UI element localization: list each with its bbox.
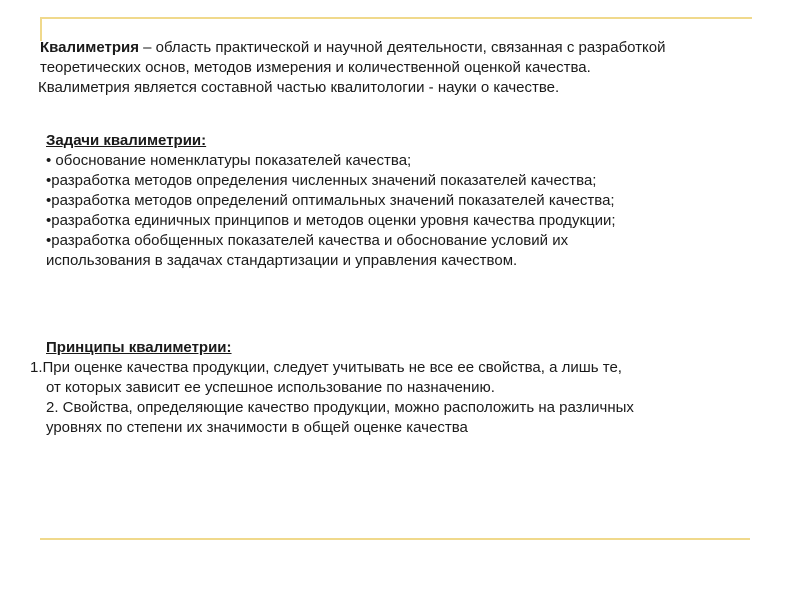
intro-line-2: теоретических основ, методов измерения и количественной оценкой качества. [40, 59, 591, 76]
principles-section [30, 338, 790, 438]
intro-paragraph [40, 38, 795, 98]
principle-2-line-1: 2. Свойства, определяющие качество продукции, можно расположить на различных [46, 399, 634, 416]
definition-text: – область практической и научной деятельности, связанная с разработкой [139, 39, 666, 56]
term-kvalimetriya: Квалиметрия [40, 39, 139, 56]
task-item: • обоснование номенклатуры показателей качества; [46, 152, 412, 169]
principle-1-line-2: от которых зависит ее успешное использование по назначению. [46, 379, 495, 396]
intro-line-3: Квалиметрия является составной частью квалитологии - науки о качестве. [38, 79, 560, 96]
top-border-line [40, 17, 752, 19]
principle-2-line-2: уровнях по степени их значимости в общей оценке качества [46, 419, 468, 436]
principles-heading: Принципы квалиметрии: [46, 339, 232, 356]
intro-line-1 [40, 38, 795, 58]
tasks-section [46, 131, 766, 271]
tasks-heading: Задачи квалиметрии: [46, 132, 207, 149]
task-item: •разработка обобщенных показателей качества и обоснование условий их [46, 232, 569, 249]
task-item: •разработка единичных принципов и методов оценки уровня качества продукции; [46, 212, 616, 229]
principle-1-line-1: 1.При оценке качества продукции, следует учитывать не все ее свойства, а лишь те, [30, 359, 622, 376]
task-item: •разработка методов определений оптимальных значений показателей качества; [46, 192, 615, 209]
task-item: •разработка методов определения численных значений показателей качества; [46, 172, 597, 189]
task-item-continuation: использования в задачах стандартизации и управления качеством. [46, 252, 518, 269]
bottom-border-line [40, 538, 750, 540]
